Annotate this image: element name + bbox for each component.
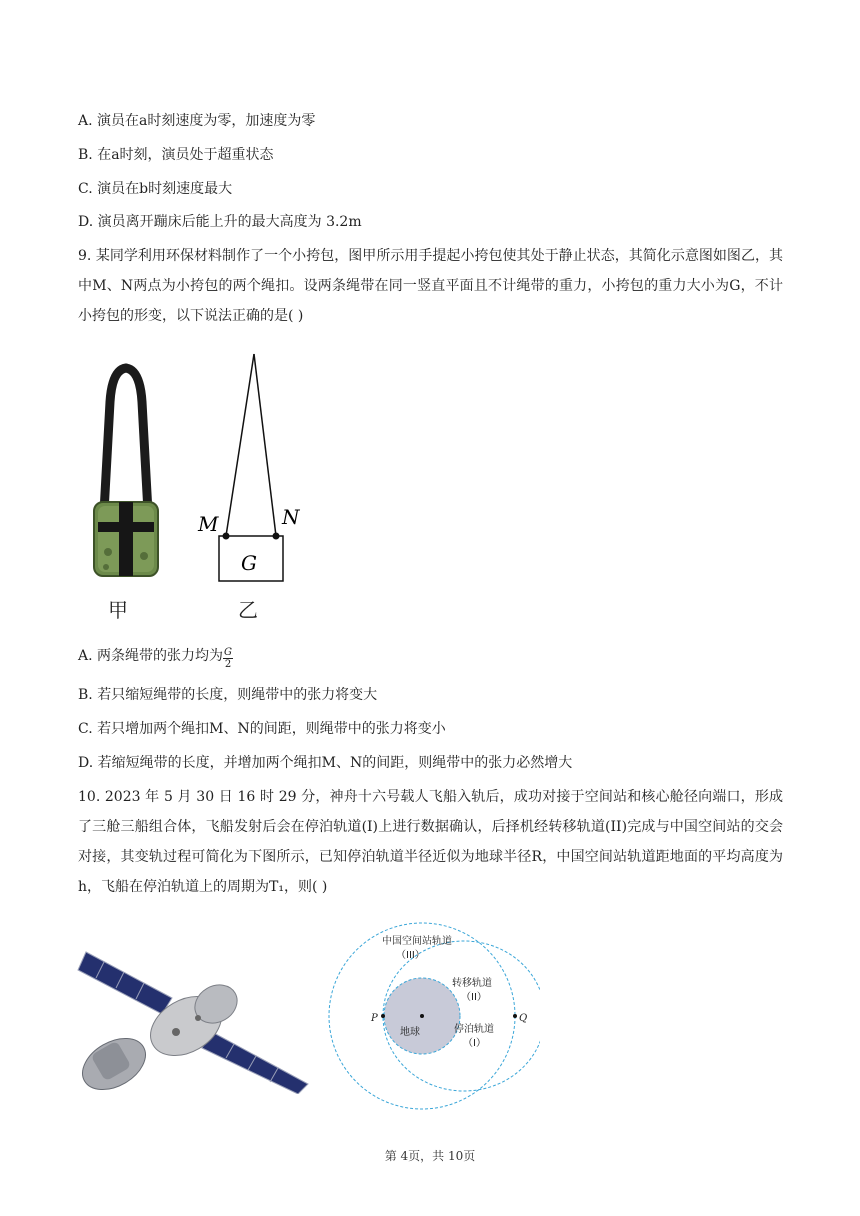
page-footer: 第 4页，共 10页 — [384, 1149, 476, 1163]
bag-diagram — [190, 350, 320, 590]
q8-option-c: C. 演员在b时刻速度最大 — [78, 181, 233, 197]
q9-option-a — [78, 647, 233, 670]
q9-option-d: D. 若缩短绳带的长度，并增加两个绳扣M、N的间距，则绳带中的张力必然增大 — [78, 755, 573, 771]
q9-option-a-text: A. 两条绳带的张力均为 — [78, 648, 224, 664]
orbit-iii-number: （III） — [396, 950, 425, 961]
earth-label: 地球 — [400, 1027, 420, 1038]
q10-stem: 10. 2023 年 5 月 30 日 16 时 29 分，神舟十六号载人飞船入轨后，成功对接于空间站和核心舱径向端口，形成了三舱三船组合体，飞船发射后会在停泊轨道(I)上进行数据确认，后择机经转移轨道(II)完成与中国空间站的交会对接，其变轨过程可简化为下图所示，已知停泊轨道半径近似为地球半径R，中国空间站轨道距地面的平均高度为h，飞船在停泊轨道上的周期为T₁，则( ) — [78, 789, 783, 895]
figure-label-yi: 乙 — [238, 598, 258, 622]
fraction-g-over-2: $\frac{G}{2}$ — [224, 647, 233, 670]
label-m: M — [198, 512, 219, 536]
label-g: G — [241, 551, 257, 575]
label-q: Q — [519, 1013, 528, 1024]
orbit-i-number: （I） — [463, 1038, 486, 1049]
orbit-ii-number: （II） — [461, 992, 487, 1003]
q8-option-d: D. 演员离开蹦床后能上升的最大高度为 3.2m — [78, 214, 362, 230]
orbit-ii-label: 转移轨道 — [452, 978, 492, 989]
spacecraft-photo — [76, 944, 311, 1094]
orbit-diagram — [320, 918, 540, 1113]
q9-option-b: B. 若只缩短绳带的长度，则绳带中的张力将变大 — [78, 687, 378, 703]
label-p: P — [371, 1013, 378, 1024]
q8-option-a: A. 演员在a时刻速度为零，加速度为零 — [78, 113, 316, 129]
orbit-iii-label: 中国空间站轨道 — [382, 936, 452, 947]
orbit-i-label: 停泊轨道 — [454, 1024, 494, 1035]
q8-option-b: B. 在a时刻，演员处于超重状态 — [78, 147, 274, 163]
bag-photo — [82, 362, 172, 582]
label-n: N — [282, 505, 300, 529]
figure-label-jia: 甲 — [108, 598, 128, 622]
q9-stem: 9. 某同学利用环保材料制作了一个小挎包，图甲所示用手提起小挎包使其处于静止状态，其简化示意图如图乙，其中M、N两点为小挎包的两个绳扣。设两条绳带在同一竖直平面且不计绳带的重力，小挎包的重力大小为G，不计小挎包的形变，以下说法正确的是( ) — [78, 248, 783, 324]
q9-option-c: C. 若只增加两个绳扣M、N的间距，则绳带中的张力将变小 — [78, 721, 446, 737]
